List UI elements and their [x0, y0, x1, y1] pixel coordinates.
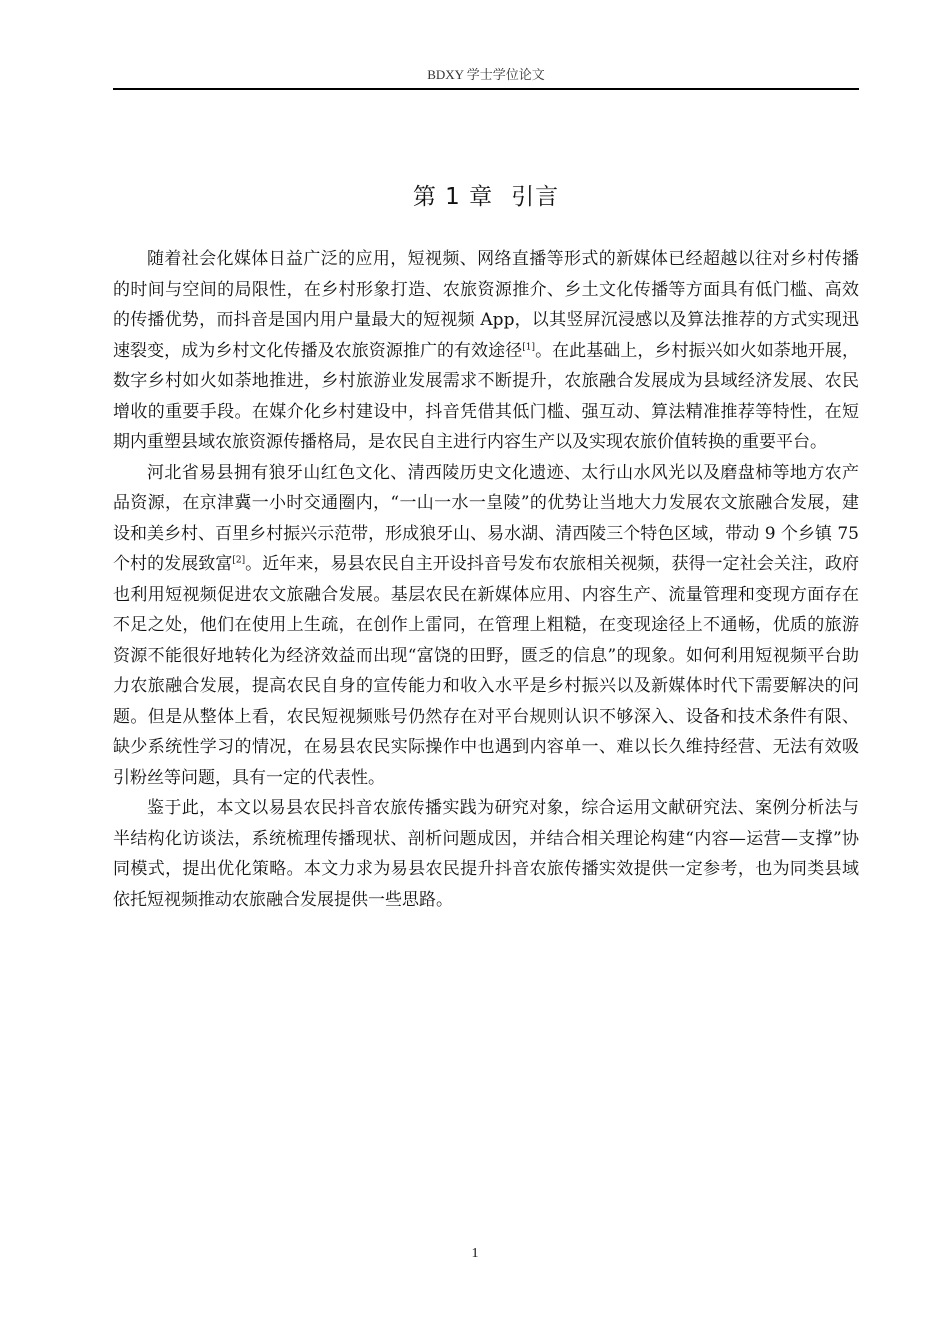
chapter-title: [113, 178, 859, 211]
chapter-number: 第 1 章: [412, 184, 494, 210]
chapter-name: 引言: [511, 184, 560, 210]
header-rule: [113, 88, 859, 90]
paragraph-3: [113, 793, 859, 915]
paragraph-2: [113, 458, 859, 794]
paragraph-text: 鉴于此，本文以易县农民抖音农旅传播实践为研究对象，综合运用文献研究法、案例分析法与半结构化访谈法，系统梳理传播现状、剖析问题成因，并结合相关理论构建“内容—运营—支撑”协同模式，提出优化策略。本文力求为易县农民提升抖音农旅传播实效提供一定参考，也为同类县域依托短视频推动农旅融合发展提供一些思路。: [113, 798, 859, 910]
page-number: 1: [471, 1246, 479, 1261]
paragraph-1: [113, 244, 859, 458]
paragraph-text: 。近年来，易县农民自主开设抖音号发布农旅相关视频，获得一定社会关注，政府也利用短视频促进农文旅融合发展。基层农民在新媒体应用、内容生产、流量管理和变现方面存在不足之处，他们在使用上生疏，在创作上雷同，在管理上粗糙，在变现途径上不通畅，优质的旅游资源不能很好地转化为经济效益而出现“富饶的田野，匮乏的信息”的现象。如何利用短视频平台助力农旅融合发展，提高农民自身的宣传能力和收入水平是乡村振兴以及新媒体时代下需要解决的问题。但是从整体上看，农民短视频账号仍然存在对平台规则认识不够深入、设备和技术条件有限、缺少系统性学习的情况，在易县农民实际操作中也遇到内容单一、难以长久维持经营、无法有效吸引粉丝等问题，具有一定的代表性。: [113, 554, 860, 788]
chapter-body: [113, 244, 859, 915]
paragraph-text: 。在此基础上，乡村振兴如火如荼地开展，数字乡村如火如荼地推进，乡村旅游业发展需求不断提升，农旅融合发展成为县域经济发展、农民增收的重要手段。在媒介化乡村建设中，抖音凭借其低门槛、强互动、算法精准推荐等特性，在短期内重塑县域农旅资源传播格局，是农民自主进行内容生产以及实现农旅价值转换的重要平台。: [113, 340, 860, 452]
running-header: BDXY 学士学位论文: [427, 67, 545, 82]
paragraph-text: 随着社会化媒体日益广泛的应用，短视频、网络直播等形式的新媒体已经超越以往对乡村传播的时间与空间的局限性，在乡村形象打造、农旅资源推介、乡土文化传播等方面具有低门槛、高效的传播优势，而抖音是国内用户量最大的短视频 App，以其竖屏沉浸感以及算法推荐的方式实现迅速裂变，成为乡村文化传播及农旅资源推广的有效途径: [113, 249, 859, 361]
citation-marker[interactable]: [1]: [522, 341, 536, 352]
citation-marker[interactable]: [2]: [232, 555, 246, 566]
paragraph-text: 河北省易县拥有狼牙山红色文化、清西陵历史文化遗迹、太行山水风光以及磨盘柿等地方农产品资源，在京津冀一小时交通圈内，“一山一水一皇陵”的优势让当地大力发展农文旅融合发展，建设和美乡村、百里乡村振兴示范带，形成狼牙山、易水湖、清西陵三个特色区域，带动 9 个乡镇 75 个村的发展致富: [113, 462, 859, 574]
